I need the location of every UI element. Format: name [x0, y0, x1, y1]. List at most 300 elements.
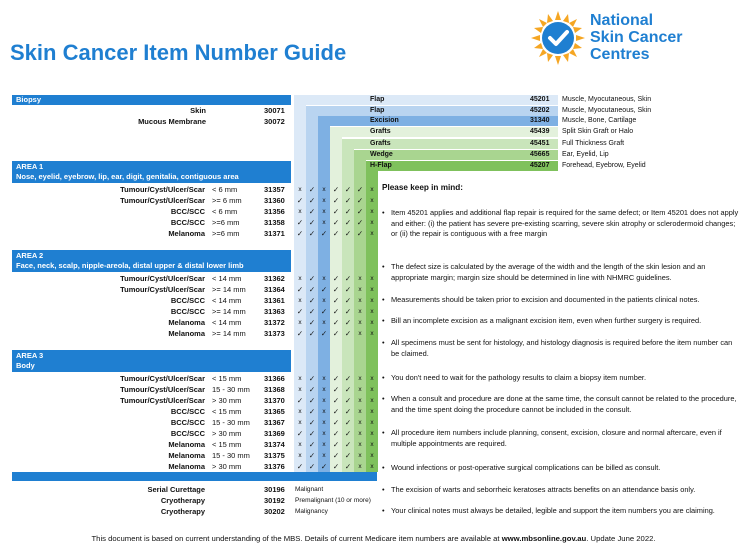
cross-mark: x	[358, 441, 362, 448]
item-label	[12, 450, 205, 461]
logo-sun-icon	[530, 10, 586, 66]
check-mark: ✓	[296, 218, 304, 227]
check-mark: ✓	[308, 307, 316, 316]
check-mark: ✓	[344, 229, 352, 238]
item-code: 31367	[264, 418, 285, 427]
bullet-icon: •	[382, 295, 385, 304]
item-size: >= 14 mm	[212, 329, 246, 338]
area3-subtitle: Body	[16, 361, 35, 370]
check-mark: ✓	[332, 462, 340, 471]
footer-after: . Update June 2022.	[586, 534, 656, 543]
item-size: < 14 mm	[212, 296, 242, 305]
cross-mark: x	[358, 463, 362, 470]
cross-mark: x	[358, 386, 362, 393]
note-text: When a consult and procedure are done at the same time, the consult cannot be related to the procedure, and the time spent doing the procedure cannot be included in the consult.	[391, 394, 737, 414]
item-label-text: BCC/SCC	[170, 218, 205, 227]
check-mark: ✓	[308, 429, 316, 438]
check-mark: ✓	[344, 329, 352, 338]
check-mark: ✓	[344, 307, 352, 316]
cross-mark: x	[370, 219, 374, 226]
check-mark: ✓	[344, 285, 352, 294]
cross-mark: x	[358, 452, 362, 459]
item-code: 31368	[264, 385, 285, 394]
item-code: 31376	[264, 462, 285, 471]
biopsy-label	[12, 116, 206, 127]
cross-mark: x	[322, 397, 326, 404]
item-label-text: BCC/SCC	[170, 407, 205, 416]
footer	[0, 534, 747, 543]
cross-mark: x	[298, 452, 302, 459]
item-code: 31370	[264, 396, 285, 405]
item-label-text: BCC/SCC	[170, 418, 205, 427]
biopsy-label-text: Mucous Membrane	[138, 117, 206, 126]
item-code: 31375	[264, 451, 285, 460]
flap-name: Wedge	[370, 151, 393, 158]
check-mark: ✓	[344, 374, 352, 383]
cross-mark: x	[322, 375, 326, 382]
item-label-text: Tumour/Cyst/Ulcer/Scar	[120, 374, 205, 383]
check-mark: ✓	[308, 318, 316, 327]
flap-code: 45439	[530, 128, 550, 135]
page-title: Skin Cancer Item Number Guide	[10, 40, 347, 65]
flap-name: Grafts	[370, 128, 391, 135]
extra-code: 30196	[264, 485, 285, 494]
check-mark: ✓	[344, 385, 352, 394]
check-mark: ✓	[332, 407, 340, 416]
check-mark: ✓	[308, 396, 316, 405]
check-mark: ✓	[344, 407, 352, 416]
item-label	[12, 384, 205, 395]
flap-desc: Muscle, Myocutaneous, Skin	[562, 96, 652, 103]
check-mark: ✓	[308, 229, 316, 238]
cross-mark: x	[358, 286, 362, 293]
cross-mark: x	[322, 408, 326, 415]
cross-mark: x	[322, 197, 326, 204]
check-mark: ✓	[332, 396, 340, 405]
check-mark: ✓	[308, 374, 316, 383]
check-mark: ✓	[332, 207, 340, 216]
cross-mark: x	[370, 208, 374, 215]
biopsy-label-text: Skin	[190, 106, 206, 115]
footer-text: This document is based on current understanding of the MBS. Details of current Medicare item numbers are available at	[91, 534, 502, 543]
flap-name: Flap	[370, 107, 385, 114]
flap-code: 45202	[530, 107, 550, 114]
flap-code: 45207	[530, 162, 550, 169]
cross-mark: x	[370, 452, 374, 459]
flap-desc: Split Skin Graft or Halo	[562, 128, 634, 135]
cross-mark: x	[322, 219, 326, 226]
check-mark: ✓	[344, 462, 352, 471]
footer-link[interactable]: www.mbsonline.gov.au	[501, 534, 587, 543]
cross-mark: x	[358, 275, 362, 282]
logo-line-1: National	[590, 12, 654, 29]
cross-mark: x	[298, 319, 302, 326]
cross-mark: x	[322, 430, 326, 437]
check-mark: ✓	[308, 196, 316, 205]
cross-mark: x	[370, 286, 374, 293]
check-mark: ✓	[332, 307, 340, 316]
cross-mark: x	[358, 375, 362, 382]
check-mark: ✓	[356, 229, 364, 238]
check-mark: ✓	[356, 218, 364, 227]
item-label-text: Melanoma	[168, 440, 205, 449]
check-mark: ✓	[308, 285, 316, 294]
check-mark: ✓	[320, 462, 328, 471]
item-label	[12, 373, 205, 384]
item-code: 31373	[264, 329, 285, 338]
item-size: 15 - 30 mm	[212, 385, 250, 394]
item-label-text: Melanoma	[168, 329, 205, 338]
item-size: >=6 mm	[212, 229, 240, 238]
cross-mark: x	[370, 197, 374, 204]
bullet-icon: •	[382, 208, 385, 217]
note-text: Item 45201 applies and additional flap repair is required for the same defect; or Item 45201 does not apply and either: (i) the patient has severe pre-existing scarring, severe skin atrophy or sclerodermoid changes; or (ii) the repair is contiguous with a free margin	[391, 208, 739, 238]
check-mark: ✓	[308, 462, 316, 471]
cross-mark: x	[322, 319, 326, 326]
item-size: < 15 mm	[212, 374, 242, 383]
note-text: You don't need to wait for the pathology results to claim a biopsy item number.	[391, 373, 647, 382]
cross-mark: x	[322, 208, 326, 215]
cross-mark: x	[370, 297, 374, 304]
cross-mark: x	[358, 397, 362, 404]
extra-label-text: Cryotherapy	[160, 496, 205, 505]
cross-mark: x	[322, 441, 326, 448]
cross-mark: x	[322, 297, 326, 304]
item-label	[12, 295, 205, 306]
item-code: 31361	[264, 296, 285, 305]
check-mark: ✓	[332, 440, 340, 449]
flap-code: 31340	[530, 117, 550, 124]
logo-line-2: Skin Cancer	[590, 29, 683, 46]
item-label	[12, 284, 205, 295]
cross-mark: x	[370, 230, 374, 237]
item-label-text: Melanoma	[168, 229, 205, 238]
item-label-text: BCC/SCC	[170, 429, 205, 438]
check-mark: ✓	[356, 185, 364, 194]
item-label-text: Tumour/Cyst/Ulcer/Scar	[120, 274, 205, 283]
check-mark: ✓	[308, 418, 316, 427]
cross-mark: x	[358, 330, 362, 337]
check-mark: ✓	[320, 285, 328, 294]
check-mark: ✓	[320, 307, 328, 316]
bullet-icon: •	[382, 316, 385, 325]
cross-mark: x	[370, 275, 374, 282]
logo	[530, 10, 740, 70]
check-mark: ✓	[356, 196, 364, 205]
item-code: 31362	[264, 274, 285, 283]
check-mark: ✓	[308, 407, 316, 416]
item-label	[12, 306, 205, 317]
check-mark: ✓	[344, 318, 352, 327]
item-code: 31374	[264, 440, 285, 449]
check-mark: ✓	[308, 385, 316, 394]
item-label	[12, 217, 205, 228]
extra-code: 30202	[264, 507, 285, 516]
extra-label	[12, 495, 205, 506]
check-mark: ✓	[296, 329, 304, 338]
item-label	[12, 395, 205, 406]
cross-mark: x	[370, 408, 374, 415]
item-label	[12, 206, 205, 217]
check-mark: ✓	[332, 318, 340, 327]
cross-mark: x	[322, 452, 326, 459]
check-mark: ✓	[308, 451, 316, 460]
bullet-icon: •	[382, 373, 385, 382]
cross-mark: x	[358, 430, 362, 437]
item-size: > 30 mm	[212, 396, 242, 405]
item-label-text: BCC/SCC	[170, 296, 205, 305]
item-code: 31365	[264, 407, 285, 416]
item-code: 31371	[264, 229, 285, 238]
check-mark: ✓	[308, 185, 316, 194]
item-size: < 14 mm	[212, 274, 242, 283]
flap-row	[0, 126, 747, 137]
notes-list	[382, 208, 742, 528]
bullet-icon: •	[382, 394, 385, 403]
check-mark: ✓	[332, 418, 340, 427]
item-label	[12, 195, 205, 206]
check-mark: ✓	[332, 196, 340, 205]
cross-mark: x	[370, 463, 374, 470]
cross-mark: x	[370, 375, 374, 382]
flap-name: Grafts	[370, 140, 391, 147]
check-mark: ✓	[296, 462, 304, 471]
extra-desc: Malignant	[295, 486, 324, 493]
flap-name: H-Flap	[370, 162, 392, 169]
check-mark: ✓	[308, 218, 316, 227]
item-label-text: BCC/SCC	[170, 307, 205, 316]
check-mark: ✓	[344, 207, 352, 216]
bullet-icon: •	[382, 262, 385, 271]
check-mark: ✓	[320, 229, 328, 238]
flap-name: Excision	[370, 117, 399, 124]
cross-mark: x	[358, 308, 362, 315]
item-size: > 30 mm	[212, 462, 242, 471]
check-mark: ✓	[344, 296, 352, 305]
cross-mark: x	[370, 308, 374, 315]
keep-in-mind-heading: Please keep in mind:	[382, 183, 463, 192]
check-mark: ✓	[344, 396, 352, 405]
item-label-text: Melanoma	[168, 451, 205, 460]
biopsy-label	[12, 105, 206, 116]
extra-code: 30192	[264, 496, 285, 505]
check-mark: ✓	[296, 396, 304, 405]
area3-header	[12, 350, 291, 372]
check-mark: ✓	[308, 329, 316, 338]
check-mark: ✓	[296, 429, 304, 438]
item-code: 31366	[264, 374, 285, 383]
check-mark: ✓	[332, 285, 340, 294]
check-mark: ✓	[332, 329, 340, 338]
item-code: 31358	[264, 218, 285, 227]
item-label	[12, 184, 205, 195]
item-code: 31369	[264, 429, 285, 438]
check-mark: ✓	[344, 185, 352, 194]
bullet-icon: •	[382, 463, 385, 472]
area1-title: AREA 1	[16, 162, 44, 171]
check-mark: ✓	[344, 451, 352, 460]
note-text: Measurements should be taken prior to excision and documented in the patients clinical notes.	[391, 295, 700, 304]
item-size: >= 14 mm	[212, 285, 246, 294]
cross-mark: x	[298, 186, 302, 193]
flap-row	[0, 149, 747, 160]
note-text: The defect size is calculated by the average of the width and the length of the skin lesion and an appropriate margin; margin size should be determined in line with NHMRC guidelines.	[391, 262, 706, 282]
flap-desc: Muscle, Myocutaneous, Skin	[562, 107, 652, 114]
check-mark: ✓	[344, 418, 352, 427]
check-mark: ✓	[308, 207, 316, 216]
bullet-icon: •	[382, 428, 385, 437]
flap-code: 45201	[530, 96, 550, 103]
cross-mark: x	[370, 430, 374, 437]
cross-mark: x	[358, 408, 362, 415]
item-size: < 15 mm	[212, 440, 242, 449]
item-label-text: Tumour/Cyst/Ulcer/Scar	[120, 285, 205, 294]
item-size: < 14 mm	[212, 318, 242, 327]
item-label	[12, 439, 205, 450]
check-mark: ✓	[344, 196, 352, 205]
flap-desc: Forehead, Eyebrow, Eyelid	[562, 162, 646, 169]
item-size: >= 6 mm	[212, 196, 242, 205]
item-size: < 15 mm	[212, 407, 242, 416]
area1-subtitle: Nose, eyelid, eyebrow, lip, ear, digit, genitalia, contiguous area	[16, 172, 239, 181]
flap-name: Flap	[370, 96, 385, 103]
item-size: >=6 mm	[212, 218, 240, 227]
flap-desc: Full Thickness Graft	[562, 140, 625, 147]
cross-mark: x	[370, 441, 374, 448]
check-mark: ✓	[296, 307, 304, 316]
check-mark: ✓	[344, 429, 352, 438]
note-text: Bill an incomplete excision as a malignant excision item, even when further surgery is required.	[391, 316, 702, 325]
check-mark: ✓	[308, 274, 316, 283]
cross-mark: x	[370, 186, 374, 193]
cross-mark: x	[370, 419, 374, 426]
biopsy-code: 30071	[264, 106, 285, 115]
flap-desc: Ear, Eyelid, Lip	[562, 151, 609, 158]
flap-desc: Muscle, Bone, Cartilage	[562, 117, 637, 124]
cross-mark: x	[358, 419, 362, 426]
check-mark: ✓	[296, 285, 304, 294]
item-label	[12, 328, 205, 339]
flap-row	[0, 138, 747, 149]
check-mark: ✓	[332, 229, 340, 238]
item-code: 31363	[264, 307, 285, 316]
check-mark: ✓	[332, 374, 340, 383]
cross-mark: x	[322, 186, 326, 193]
item-label	[12, 317, 205, 328]
bullet-icon: •	[382, 485, 385, 494]
check-mark: ✓	[296, 196, 304, 205]
extra-desc: Premalignant (10 or more)	[295, 497, 371, 504]
cross-mark: x	[358, 297, 362, 304]
area3-title: AREA 3	[16, 351, 44, 360]
biopsy-code: 30072	[264, 117, 285, 126]
note-text: Your clinical notes must always be detailed, legible and support the item numbers you are claiming.	[391, 506, 715, 515]
cross-mark: x	[298, 275, 302, 282]
note-text: The excision of warts and seborrheic keratoses attracts benefits on an attendance basis only.	[391, 485, 696, 494]
item-label-text: Melanoma	[168, 318, 205, 327]
cross-mark: x	[298, 208, 302, 215]
cross-mark: x	[370, 386, 374, 393]
item-size: >= 14 mm	[212, 307, 246, 316]
item-label-text: Tumour/Cyst/Ulcer/Scar	[120, 196, 205, 205]
check-mark: ✓	[332, 274, 340, 283]
check-mark: ✓	[332, 185, 340, 194]
cross-mark: x	[322, 419, 326, 426]
item-size: > 30 mm	[212, 429, 242, 438]
item-code: 31356	[264, 207, 285, 216]
check-mark: ✓	[332, 296, 340, 305]
check-mark: ✓	[332, 218, 340, 227]
check-mark: ✓	[308, 296, 316, 305]
item-label-text: Tumour/Cyst/Ulcer/Scar	[120, 185, 205, 194]
extra-desc: Malignancy	[295, 508, 328, 515]
item-label	[12, 228, 205, 239]
extra-label-text: Serial Curettage	[147, 485, 205, 494]
area2-subtitle: Face, neck, scalp, nipple-areola, distal upper & distal lower limb	[16, 261, 244, 270]
check-mark: ✓	[356, 207, 364, 216]
item-size: < 6 mm	[212, 207, 238, 216]
bullet-icon: •	[382, 506, 385, 515]
cross-mark: x	[370, 397, 374, 404]
note-text: Wound infections or post-operative surgical complications can be billed as consult.	[391, 463, 661, 472]
cross-mark: x	[322, 386, 326, 393]
cross-mark: x	[298, 297, 302, 304]
item-label-text: Tumour/Cyst/Ulcer/Scar	[120, 396, 205, 405]
item-code: 31357	[264, 185, 285, 194]
cross-mark: x	[370, 330, 374, 337]
check-mark: ✓	[308, 440, 316, 449]
extra-label-text: Cryotherapy	[160, 507, 205, 516]
check-mark: ✓	[332, 451, 340, 460]
item-label	[12, 417, 205, 428]
cross-mark: x	[298, 386, 302, 393]
flap-code: 45665	[530, 151, 550, 158]
cross-mark: x	[298, 419, 302, 426]
cross-mark: x	[298, 375, 302, 382]
bottom-bar	[12, 472, 377, 481]
cross-mark: x	[298, 441, 302, 448]
extra-label	[12, 506, 205, 517]
item-label	[12, 428, 205, 439]
cross-mark: x	[298, 408, 302, 415]
check-mark: ✓	[344, 218, 352, 227]
bullet-icon: •	[382, 338, 385, 347]
item-code: 31360	[264, 196, 285, 205]
item-label	[12, 273, 205, 284]
item-label	[12, 406, 205, 417]
check-mark: ✓	[332, 385, 340, 394]
item-size: 15 - 30 mm	[212, 451, 250, 460]
item-size: < 6 mm	[212, 185, 238, 194]
item-size: 15 - 30 mm	[212, 418, 250, 427]
extra-label	[12, 484, 205, 495]
check-mark: ✓	[344, 440, 352, 449]
check-mark: ✓	[332, 429, 340, 438]
item-code: 31372	[264, 318, 285, 327]
item-label-text: BCC/SCC	[170, 207, 205, 216]
cross-mark: x	[358, 319, 362, 326]
check-mark: ✓	[296, 229, 304, 238]
item-label-text: Melanoma	[168, 462, 205, 471]
flap-code: 45451	[530, 140, 550, 147]
check-mark: ✓	[344, 274, 352, 283]
item-label-text: Tumour/Cyst/Ulcer/Scar	[120, 385, 205, 394]
area2-title: AREA 2	[16, 251, 44, 260]
biopsy-header: Biopsy	[12, 95, 291, 105]
cross-mark: x	[322, 275, 326, 282]
note-text: All specimens must be sent for histology, and histology diagnosis is required before the item number can be claimed.	[391, 338, 733, 358]
area2-header	[12, 250, 291, 272]
